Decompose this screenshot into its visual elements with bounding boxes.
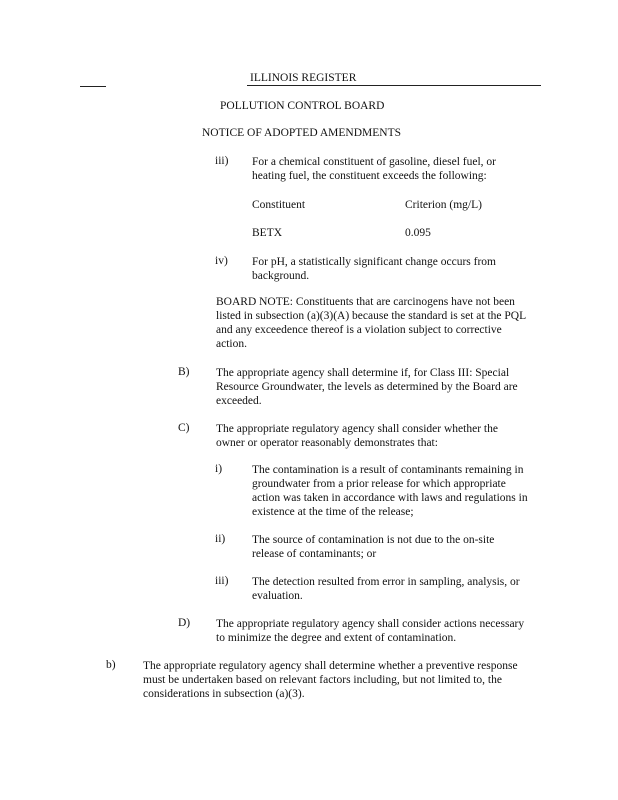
item-text — [252, 255, 496, 283]
text-line: exceeded. — [216, 395, 262, 407]
text-line: The contamination is a result of contaminants remaining in — [252, 464, 524, 476]
item-text — [143, 659, 518, 701]
text-line: For pH, a statistically significant change occurs from — [252, 256, 496, 268]
text-line: must be undertaken based on relevant factors including, but not limited to, the — [143, 674, 502, 686]
table-header-constituent: Constituent — [252, 199, 306, 211]
item-text — [252, 463, 528, 519]
board-note — [216, 295, 526, 351]
text-line: Resource Groundwater, the levels as determined by the Board are — [216, 381, 518, 393]
text-line: The appropriate agency shall determine if, for Class III: Special — [216, 367, 510, 379]
text-line: For a chemical constituent of gasoline, diesel fuel, or — [252, 156, 496, 168]
item-text — [216, 366, 518, 408]
text-line: action was taken in accordance with laws and regulations in — [252, 492, 528, 504]
text-line: The source of contamination is not due to the on-site — [252, 534, 495, 546]
header-left-dash — [80, 86, 106, 87]
item-text — [252, 533, 494, 561]
header-rule — [247, 85, 541, 86]
item-text — [252, 155, 496, 183]
text-line: heating fuel, the constituent exceeds the following: — [252, 170, 487, 182]
notice-title: NOTICE OF ADOPTED AMENDMENTS — [202, 127, 402, 139]
text-line: release of contaminants; or — [252, 548, 377, 560]
item-label: iv) — [215, 255, 228, 267]
board-title: POLLUTION CONTROL BOARD — [220, 100, 385, 112]
text-line: background. — [252, 270, 310, 282]
table-header-criterion: Criterion (mg/L) — [405, 199, 482, 211]
item-text — [216, 617, 524, 645]
table-cell-criterion: 0.095 — [405, 227, 431, 239]
item-label: iii) — [215, 575, 229, 587]
table-cell-constituent: BETX — [252, 227, 283, 239]
text-line: owner or operator reasonably demonstrates that: — [216, 437, 438, 449]
text-line: and any exceedence thereof is a violation subject to corrective — [216, 324, 502, 336]
text-line: listed in subsection (a)(3)(A) because the standard is set at the PQL — [216, 310, 527, 322]
register-title: ILLINOIS REGISTER — [250, 72, 357, 84]
item-label: B) — [178, 366, 190, 378]
text-line: BOARD NOTE: Constituents that are carcinogens have not been — [216, 296, 515, 308]
item-label: C) — [178, 422, 190, 434]
text-line: existence at the time of the release; — [252, 506, 414, 518]
item-label: D) — [178, 617, 191, 629]
item-label: i) — [215, 463, 223, 475]
text-line: groundwater from a prior release for which appropriate — [252, 478, 506, 490]
text-line: to minimize the degree and extent of contamination. — [216, 632, 457, 644]
text-line: considerations in subsection (a)(3). — [143, 688, 305, 700]
text-line: The appropriate regulatory agency shall consider whether the — [216, 423, 498, 435]
item-label: iii) — [215, 155, 229, 167]
item-text — [252, 575, 520, 603]
text-line: The appropriate regulatory agency shall determine whether a preventive response — [143, 660, 518, 672]
item-label: b) — [106, 659, 116, 671]
text-line: The detection resulted from error in sampling, analysis, or — [252, 576, 520, 588]
text-line: The appropriate regulatory agency shall consider actions necessary — [216, 618, 525, 630]
text-line: evaluation. — [252, 590, 303, 602]
text-line: action. — [216, 338, 247, 350]
item-text — [216, 422, 498, 450]
item-label: ii) — [215, 533, 226, 545]
